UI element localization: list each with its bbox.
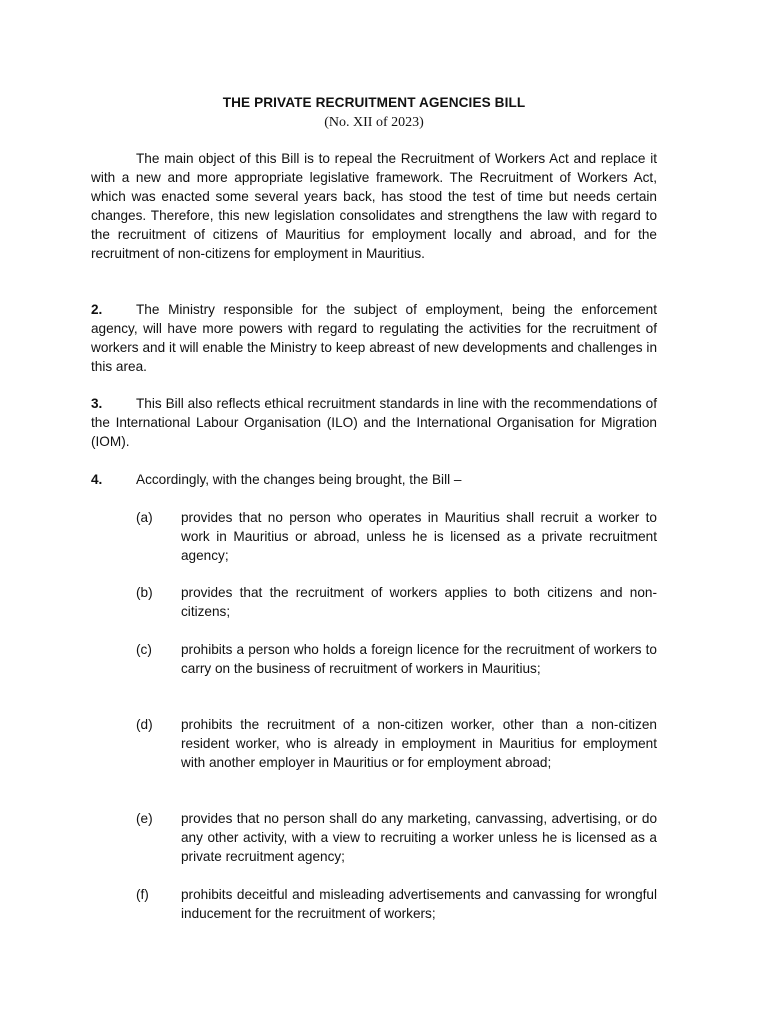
paragraph-3: [91, 395, 657, 452]
paragraph-number: 2.: [91, 302, 103, 317]
list-item-label: (b): [136, 585, 153, 600]
list-item-label: (c): [136, 642, 152, 657]
paragraph-4: [91, 471, 657, 490]
paragraph-text: This Bill also reflects ethical recruitment standards in line with the recommendations of the International Labour Organisation (ILO) and the International Organisation for Migration (IOM).: [91, 396, 657, 449]
list-item-text: provides that the recruitment of workers applies to both citizens and non-citizens;: [181, 585, 657, 619]
paragraph-2: [91, 301, 657, 377]
list-item-label: (e): [136, 811, 153, 826]
list-item-text: provides that no person shall do any marketing, canvassing, advertising, or do any other activity, with a view to recruiting a worker unless he is licensed as a private recruitment agency;: [181, 811, 657, 864]
list-item-text: prohibits a person who holds a foreign licence for the recruitment of workers to carry on the business of recruitment of workers in Mauritius;: [181, 642, 657, 676]
paragraph-number: 3.: [91, 396, 103, 411]
list-item-label: (a): [136, 510, 153, 525]
list-item-text: provides that no person who operates in Mauritius shall recruit a worker to work in Mauritius or abroad, unless he is licensed as a private recruitment agency;: [181, 510, 657, 563]
paragraph-number: 4.: [91, 472, 103, 487]
document-title: THE PRIVATE RECRUITMENT AGENCIES BILL: [222, 95, 526, 110]
list-item-label: (f): [136, 887, 149, 902]
list-item-label: (d): [136, 717, 153, 732]
document-page: [91, 0, 657, 1024]
paragraph-text: The Ministry responsible for the subject of employment, being the enforcement agency, will have more powers with regard to regulating the activities for the recruitment of workers and it will enable the Ministry to keep abreast of new developments and challenges in this area.: [91, 302, 657, 374]
paragraph-text: Accordingly, with the changes being brought, the Bill –: [136, 472, 462, 487]
intro-paragraph: The main object of this Bill is to repeal the Recruitment of Workers Act and replace it with a new and more appropriate legislative framework. The Recruitment of Workers Act, which was enacted some several years back, has stood the test of time but needs certain changes. Therefore, this new legislation consolidates and strengthens the law with regard to the recruitment of citizens of Mauritius for employment locally and abroad, and for the recruitment of non-citizens for employment in Mauritius.: [91, 151, 657, 261]
bill-number: (No. XII of 2023): [324, 115, 424, 130]
list-item-text: prohibits the recruitment of a non-citizen worker, other than a non-citizen resident worker, who is already in employment in Mauritius for employment with another employer in Mauritius or for employment abroad;: [181, 717, 657, 770]
list-item-text: prohibits deceitful and misleading advertisements and canvassing for wrongful inducement for the recruitment of workers;: [181, 887, 657, 921]
